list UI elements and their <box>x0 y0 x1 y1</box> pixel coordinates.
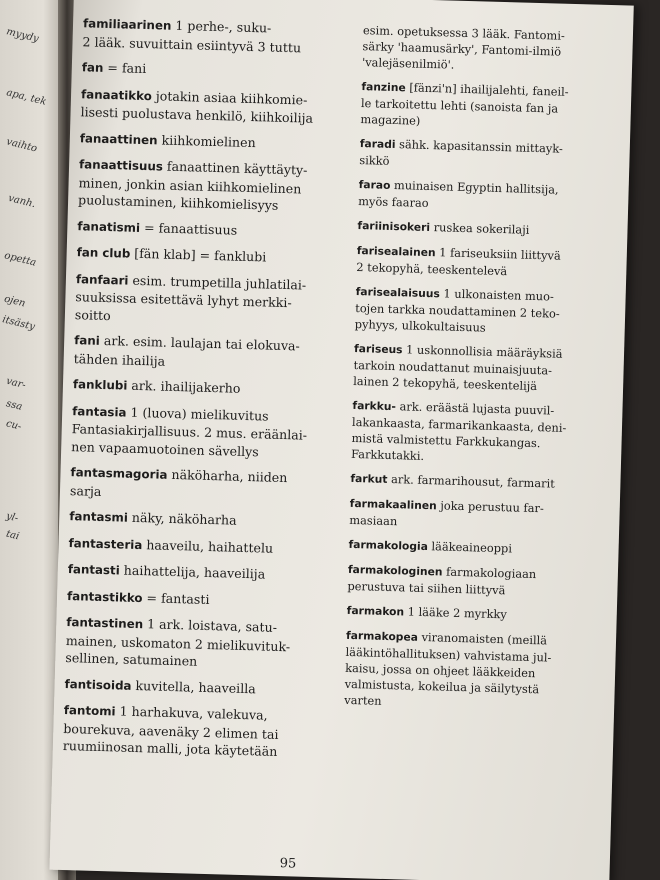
entry-line <box>69 507 319 532</box>
entry-definition: 1 fariseuksiin liittyvä <box>435 245 561 263</box>
entry-definition: ark. esim. laulajan tai elokuva- <box>99 332 301 354</box>
dictionary-entry <box>77 217 327 242</box>
entry-definition: le tarkoitettu lehti (sanoista fan ja <box>360 96 559 116</box>
entry-headword: fantasmi <box>69 509 129 525</box>
left-page-fragment: apa, tek <box>5 87 48 108</box>
entry-headword: fanfaari <box>75 271 129 288</box>
entry-definition: nen vapaamuotoinen sävellys <box>71 438 259 459</box>
entry-line <box>82 58 332 83</box>
entry-headword: farmakologia <box>348 537 429 554</box>
left-page-fragment: myydy <box>5 26 40 45</box>
entry-line <box>64 675 314 700</box>
dictionary-entry <box>65 613 316 673</box>
dictionary-entry <box>69 507 319 532</box>
entry-definition: Fantasiakirjallisuus. 2 mus. eräänlai- <box>71 421 308 443</box>
dictionary-entry <box>82 14 333 57</box>
entry-headword: farmakopea <box>345 628 419 644</box>
entry-definition: masiaan <box>349 512 398 529</box>
entry-definition: haihattelija, haaveilija <box>119 562 266 582</box>
entry-definition: 1 uskonnollisia määräyksiä <box>402 342 563 361</box>
dictionary-entry <box>357 217 597 241</box>
entry-definition: farmakologiaan <box>442 564 537 582</box>
entry-definition: suuksissa esitettävä lyhyt merkki- <box>75 289 292 311</box>
entry-line <box>73 375 323 400</box>
entry-headword: familiaarinen <box>82 16 172 33</box>
entry-definition: [fän klab] = fanklubi <box>130 245 267 265</box>
entry-headword: farmakaalinen <box>349 496 437 513</box>
entry-headword: farkut <box>350 471 388 486</box>
entry-definition: tähden ihailija <box>73 350 166 369</box>
left-page-fragment: vaihto <box>5 136 39 155</box>
dictionary-entry <box>63 701 314 761</box>
entry-definition: mainen, uskomaton 2 mielikuvituk- <box>65 632 291 654</box>
page-number: 95 <box>279 856 297 872</box>
entry-definition: varten <box>344 692 382 708</box>
dictionary-entry <box>71 402 322 462</box>
dictionary-entry <box>353 340 594 396</box>
entry-definition: 2 tekopyhä, teeskentelevä <box>356 259 508 279</box>
entry-headword: farao <box>358 178 391 192</box>
dictionary-entry <box>64 675 314 700</box>
dictionary-column-right <box>344 22 603 722</box>
entry-definition: kaisu, jossa on ohjeet lääkkeiden <box>344 660 536 681</box>
dictionary-entry <box>349 495 590 535</box>
entry-headword: fariseus <box>353 341 403 357</box>
left-page-fragment: ssa <box>4 398 24 413</box>
entry-headword: fanaattinen <box>79 130 158 147</box>
dictionary-entry <box>68 560 318 585</box>
entry-definition: bourekuva, aavenäky 2 elimen tai <box>63 720 279 742</box>
entry-definition: kuvitella, haaveilla <box>131 677 256 696</box>
entry-headword: fantasmagoria <box>70 465 168 482</box>
entry-headword: farisealaisuus <box>355 284 441 301</box>
entry-line <box>80 129 330 154</box>
dictionary-entry <box>355 283 596 339</box>
entry-definition: puolustaminen, kiihkomielisyys <box>77 192 279 213</box>
entry-definition: ark. eräästä lujasta puuvil- <box>395 399 555 418</box>
entry-definition: tarkoin noudattanut muinaisjuuta- <box>353 357 553 378</box>
entry-headword: fantisoida <box>64 676 132 693</box>
entry-headword: fantastikko <box>66 588 143 605</box>
entry-definition: lääkeaineoppi <box>427 539 513 556</box>
entry-headword: fantastinen <box>66 615 144 632</box>
dictionary-entry <box>67 587 317 612</box>
dictionary-entry <box>358 176 599 216</box>
dictionary-entry <box>82 58 332 83</box>
entry-headword: fan club <box>76 245 131 261</box>
entry-definition: sarja <box>69 482 102 499</box>
entry-definition: ark. ihailijakerho <box>127 377 241 396</box>
entry-definition: sellinen, satumainen <box>65 650 198 669</box>
entry-definition: 1 ark. loistava, satu- <box>142 616 278 635</box>
left-page-fragment: cu- <box>4 418 23 433</box>
entry-definition: viranomaisten (meillä <box>417 629 548 648</box>
dictionary-entry <box>73 331 324 374</box>
entry-headword: fanaatikko <box>80 86 153 103</box>
entry-definition: lisesti puolustava henkilö, kiihkoilija <box>80 104 314 126</box>
entry-headword: fantomi <box>63 703 116 719</box>
entry-line <box>68 560 318 585</box>
dictionary-page <box>49 0 633 880</box>
left-page-fragment: opetta <box>3 250 38 269</box>
entry-definition: myös faarao <box>358 194 429 210</box>
entry-definition: kiihkomielinen <box>157 131 256 150</box>
entry-definition: lääkintöhallituksen) vahvistama jul- <box>345 644 552 665</box>
entry-definition: magazine) <box>360 112 421 128</box>
dictionary-entry <box>70 463 321 506</box>
entry-headword: farmakologinen <box>347 562 443 579</box>
entry-definition: 'valejäsenilmiö'. <box>361 55 455 72</box>
entry-definition: soitto <box>74 306 111 323</box>
entry-definition: Farkkutakki. <box>350 446 425 463</box>
entry-line <box>350 470 590 494</box>
dictionary-entry <box>80 85 331 128</box>
entry-definition: esim. opetuksessa 3 lääk. Fantomi- <box>362 23 566 43</box>
entry-definition: tojen tarkka noudattaminen 2 teko- <box>355 300 560 321</box>
entry-headword: fani <box>74 333 101 348</box>
entry-headword: fan <box>81 60 104 75</box>
entry-definition: 1 harhakuva, valekuva, <box>115 703 268 723</box>
entry-line <box>348 536 588 560</box>
left-page-fragment: yl- <box>4 510 20 525</box>
entry-headword: faradi <box>359 137 396 152</box>
left-page-fragment: ojen <box>2 293 27 310</box>
entry-definition: 2 lääk. suvuittain esiintyvä 3 tuttu <box>82 33 302 55</box>
entry-definition: 1 ulkonaisten muo- <box>439 286 555 304</box>
entry-definition: valmistusta, kokeilua ja säilytystä <box>344 676 540 697</box>
entry-definition: 1 (luova) mielikuvitus <box>126 404 269 424</box>
entry-definition: [fänzi'n] ihailijalehti, faneil- <box>405 80 569 99</box>
entry-definition: särky 'haamusärky', Fantomi-ilmiö <box>362 39 562 59</box>
entry-definition: jotakin asiaa kiihkomie- <box>151 87 308 108</box>
entry-definition: joka perustuu far- <box>436 498 545 516</box>
entry-headword: farkku- <box>352 398 397 414</box>
entry-headword: fantasia <box>72 403 127 420</box>
entry-definition: lainen 2 tekopyhä, teeskentelijä <box>352 373 538 394</box>
dictionary-entry <box>344 627 586 715</box>
dictionary-column-left <box>62 14 333 769</box>
dictionary-entry <box>362 22 603 77</box>
entry-definition: näky, näköharha <box>127 509 237 528</box>
entry-definition: pyhyys, ulkokultaisuus <box>354 316 486 335</box>
left-page-fragment: var- <box>4 375 27 392</box>
dictionary-entry <box>347 602 587 626</box>
dictionary-entry <box>360 78 601 134</box>
dictionary-entry <box>68 534 318 559</box>
entry-definition: sähk. kapasitanssin mittayk- <box>395 137 564 156</box>
entry-definition: lakankaasta, farmarikankaasta, deni- <box>351 414 567 435</box>
entry-line <box>67 587 317 612</box>
entry-headword: fantasteria <box>68 535 143 552</box>
entry-definition: näköharha, niiden <box>167 466 288 486</box>
dictionary-entry <box>76 243 326 268</box>
entry-headword: fanklubi <box>72 377 128 393</box>
entry-definition: haaveilu, haihattelu <box>142 536 274 556</box>
entry-definition: perustuva tai siihen liittyvä <box>347 578 506 598</box>
dictionary-entry <box>347 561 588 601</box>
left-page-fragment: tai <box>4 528 21 543</box>
entry-headword: farisealainen <box>356 244 436 260</box>
entry-definition: = fanaattisuus <box>139 219 238 238</box>
dictionary-entry <box>78 155 329 215</box>
entry-definition: = fani <box>103 59 147 77</box>
entry-headword: farmakon <box>346 603 405 619</box>
dictionary-entry <box>359 135 600 175</box>
dictionary-entry <box>350 470 590 494</box>
dictionary-entry <box>75 270 326 330</box>
dictionary-entry <box>351 397 593 469</box>
entry-definition: = fantasti <box>142 589 210 607</box>
entry-definition: minen, jonkin asian kiihkomielinen <box>78 174 302 196</box>
entry-definition: esim. trumpetilla juhlatilai- <box>128 272 307 293</box>
entry-headword: fariinisokeri <box>357 219 431 235</box>
entry-headword: fanzine <box>361 80 406 95</box>
entry-definition: ark. farmarihousut, farmarit <box>387 471 555 491</box>
entry-headword: fantasti <box>67 562 120 578</box>
entry-definition: muinaisen Egyptin hallitsija, <box>390 177 559 197</box>
entry-definition: 1 lääke 2 myrkky <box>403 604 508 622</box>
entry-definition: fanaattinen käyttäyty- <box>162 158 308 178</box>
entry-line <box>347 602 587 626</box>
dictionary-entry <box>348 536 588 560</box>
dictionary-entry <box>80 129 330 154</box>
entry-definition: 1 perhe-, suku- <box>171 17 272 36</box>
entry-definition: sikkö <box>359 153 390 168</box>
entry-line <box>77 217 327 242</box>
entry-line <box>357 217 597 241</box>
entry-definition: ruskea sokerilaji <box>429 220 530 237</box>
entry-headword: fanaattisuus <box>78 157 164 174</box>
entry-definition: mistä valmistettu Farkkukangas. <box>351 430 541 451</box>
entry-line <box>76 243 326 268</box>
entry-definition: ruumiinosan malli, jota käytetään <box>62 737 278 759</box>
entry-line <box>68 534 318 559</box>
left-page-fragment: itsästy <box>1 314 36 333</box>
left-page-fragment: vanh. <box>7 192 37 211</box>
entry-headword: fanatismi <box>77 218 141 235</box>
dictionary-entry <box>73 375 323 400</box>
dictionary-entry <box>356 242 597 282</box>
